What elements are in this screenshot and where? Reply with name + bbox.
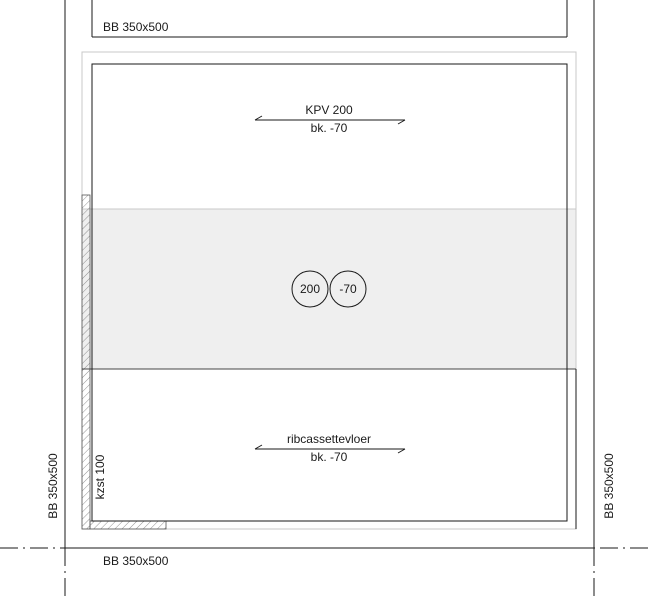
- upper-span-type-label: KPV 200: [305, 103, 353, 117]
- right-beam-label: BB 350x500: [602, 453, 616, 519]
- thickness-tag-label: 200: [299, 282, 321, 296]
- wall-hatch-vertical: [82, 195, 90, 529]
- bottom-beam-label: BB 350x500: [103, 554, 169, 568]
- left-beam-label: BB 350x500: [46, 453, 60, 519]
- upper-span-level-label: bk. -70: [310, 121, 348, 135]
- lower-span-level-label: bk. -70: [310, 450, 348, 464]
- lower-span-type-label: ribcassettevloer: [286, 432, 372, 446]
- top-beam-label: BB 350x500: [103, 20, 169, 34]
- level-tag-label: -70: [339, 282, 357, 296]
- wall-label: kzst 100: [93, 454, 107, 500]
- band-zone: [82, 209, 576, 369]
- wall-hatch-horizontal: [90, 521, 166, 529]
